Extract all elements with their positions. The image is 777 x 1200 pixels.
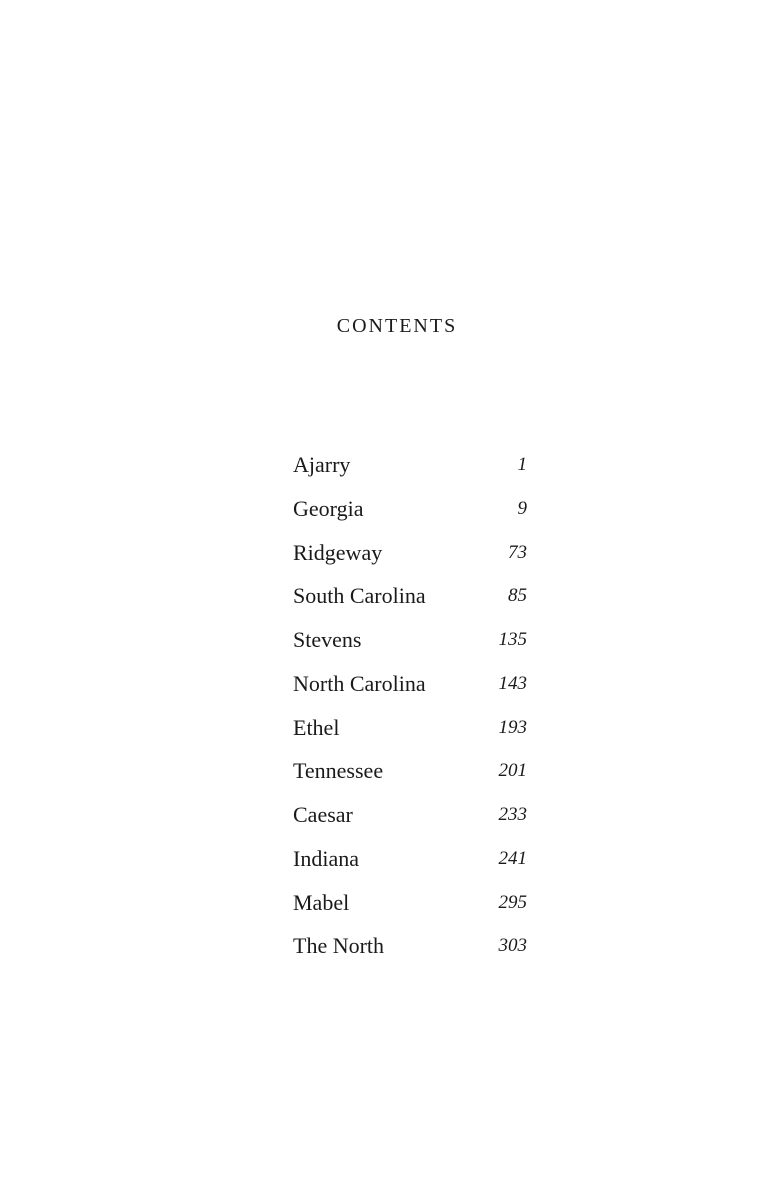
toc-entry [293,450,527,494]
toc-entry-title: Mabel [293,889,350,915]
toc-entry-title: Stevens [293,627,362,652]
toc-entry [293,844,527,888]
toc-entry-title: Ajarry [293,452,351,477]
toc-entry [293,800,527,844]
toc-entry-page: 201 [498,760,527,782]
toc-entry [293,756,527,800]
toc-entry-title: The North [293,933,385,959]
toc-entry-page: 303 [498,935,527,957]
toc-entry-page: 143 [498,672,527,694]
toc-entry-title: Ethel [293,714,340,740]
toc-entry [293,669,527,713]
toc-entry-page: 233 [498,804,527,825]
toc-entry-title: Caesar [293,802,353,827]
toc-entry-page: 135 [498,629,527,650]
toc-entry [293,581,527,625]
toc-entry-page: 1 [517,454,527,475]
toc-entry [293,494,527,538]
toc-entry-page: 85 [508,585,527,607]
toc-entry-title: Georgia [293,495,364,521]
toc-entry-title: South Carolina [293,583,426,609]
toc-entry [293,538,527,582]
toc-entry-page: 9 [517,497,527,519]
toc-entry [293,713,527,757]
contents-heading: CONTENTS [336,315,458,337]
toc-entry [293,625,527,669]
toc-entry-page: 73 [508,541,527,563]
toc-entry [293,888,527,932]
table-of-contents [293,450,527,975]
toc-entry-title: Tennessee [293,758,384,784]
toc-entry-page: 193 [498,716,527,738]
toc-entry-title: Ridgeway [293,539,383,565]
toc-entry [293,931,527,975]
toc-entry-title: North Carolina [293,670,426,696]
toc-entry-page: 241 [498,847,527,869]
toc-entry-page: 295 [498,891,527,913]
toc-entry-title: Indiana [293,845,359,871]
